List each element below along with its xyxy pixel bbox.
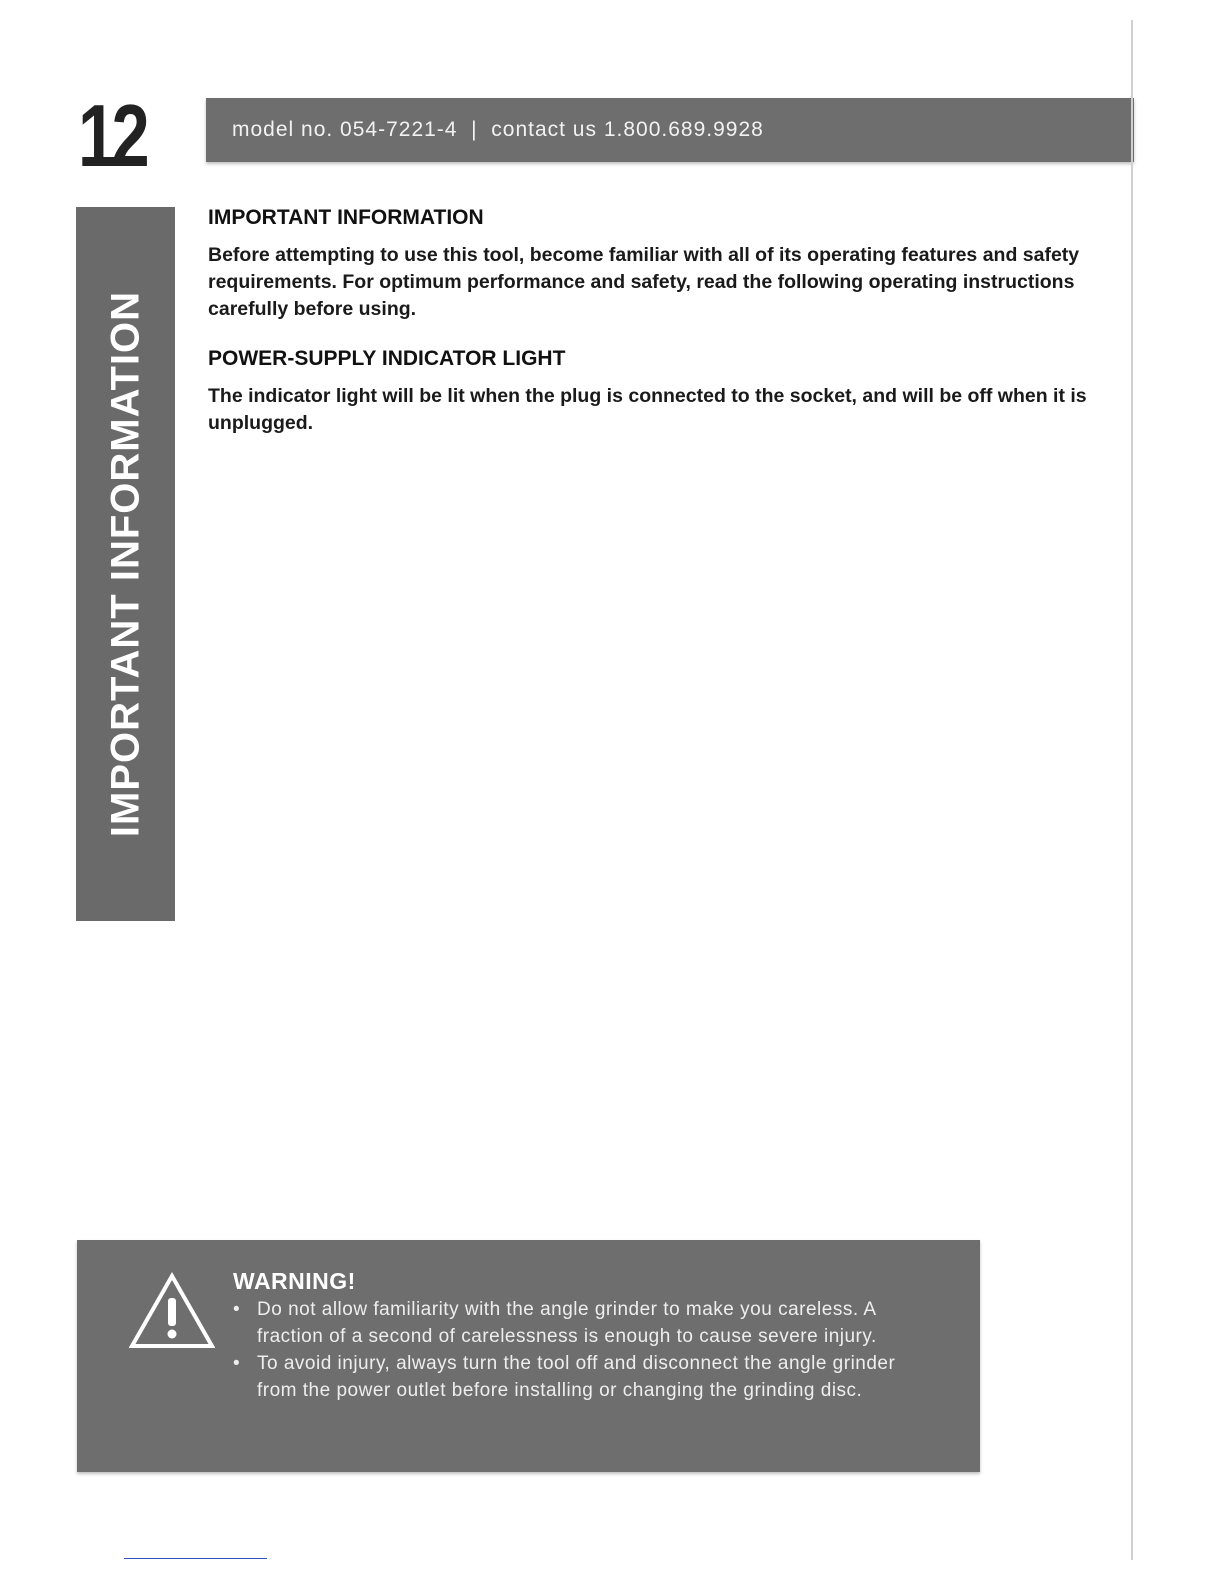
section-heading: IMPORTANT INFORMATION [208,206,484,229]
header-bar [206,98,1134,162]
section-important-information [208,206,1088,323]
warning-title: WARNING! [233,1268,356,1294]
main-content [208,206,1088,461]
warning-item: • To avoid injury, always turn the tool off and disconnect the angle grinder from the power outlet before installing or changing the grinding disc. [233,1350,933,1404]
section-body: Before attempting to use this tool, become familiar with all of its operating features and safety requirements. For optimum performance and safety, read the following operating instructions carefully before using. [208,244,1080,320]
warning-box [77,1240,980,1472]
side-tab-label: IMPORTANT INFORMATION [103,290,147,838]
section-power-supply-indicator-light [208,347,1088,437]
footer-rule [124,1558,267,1559]
page-edge-rule [1131,20,1133,1560]
side-tab [76,207,175,921]
header-model-contact: model no. 054-7221-4 | contact us 1.800.689.9928 [232,118,764,141]
section-body: The indicator light will be lit when the plug is connected to the socket, and will be off when it is unplugged. [208,385,1087,434]
warning-triangle-icon [129,1272,215,1350]
warning-item: • Do not allow familiarity with the angle grinder to make you careless. A fraction of a second of carelessness is enough to cause severe injury. [233,1296,933,1350]
section-heading: POWER-SUPPLY INDICATOR LIGHT [208,347,566,370]
warning-list [233,1296,933,1404]
page-number: 12 [78,86,145,185]
